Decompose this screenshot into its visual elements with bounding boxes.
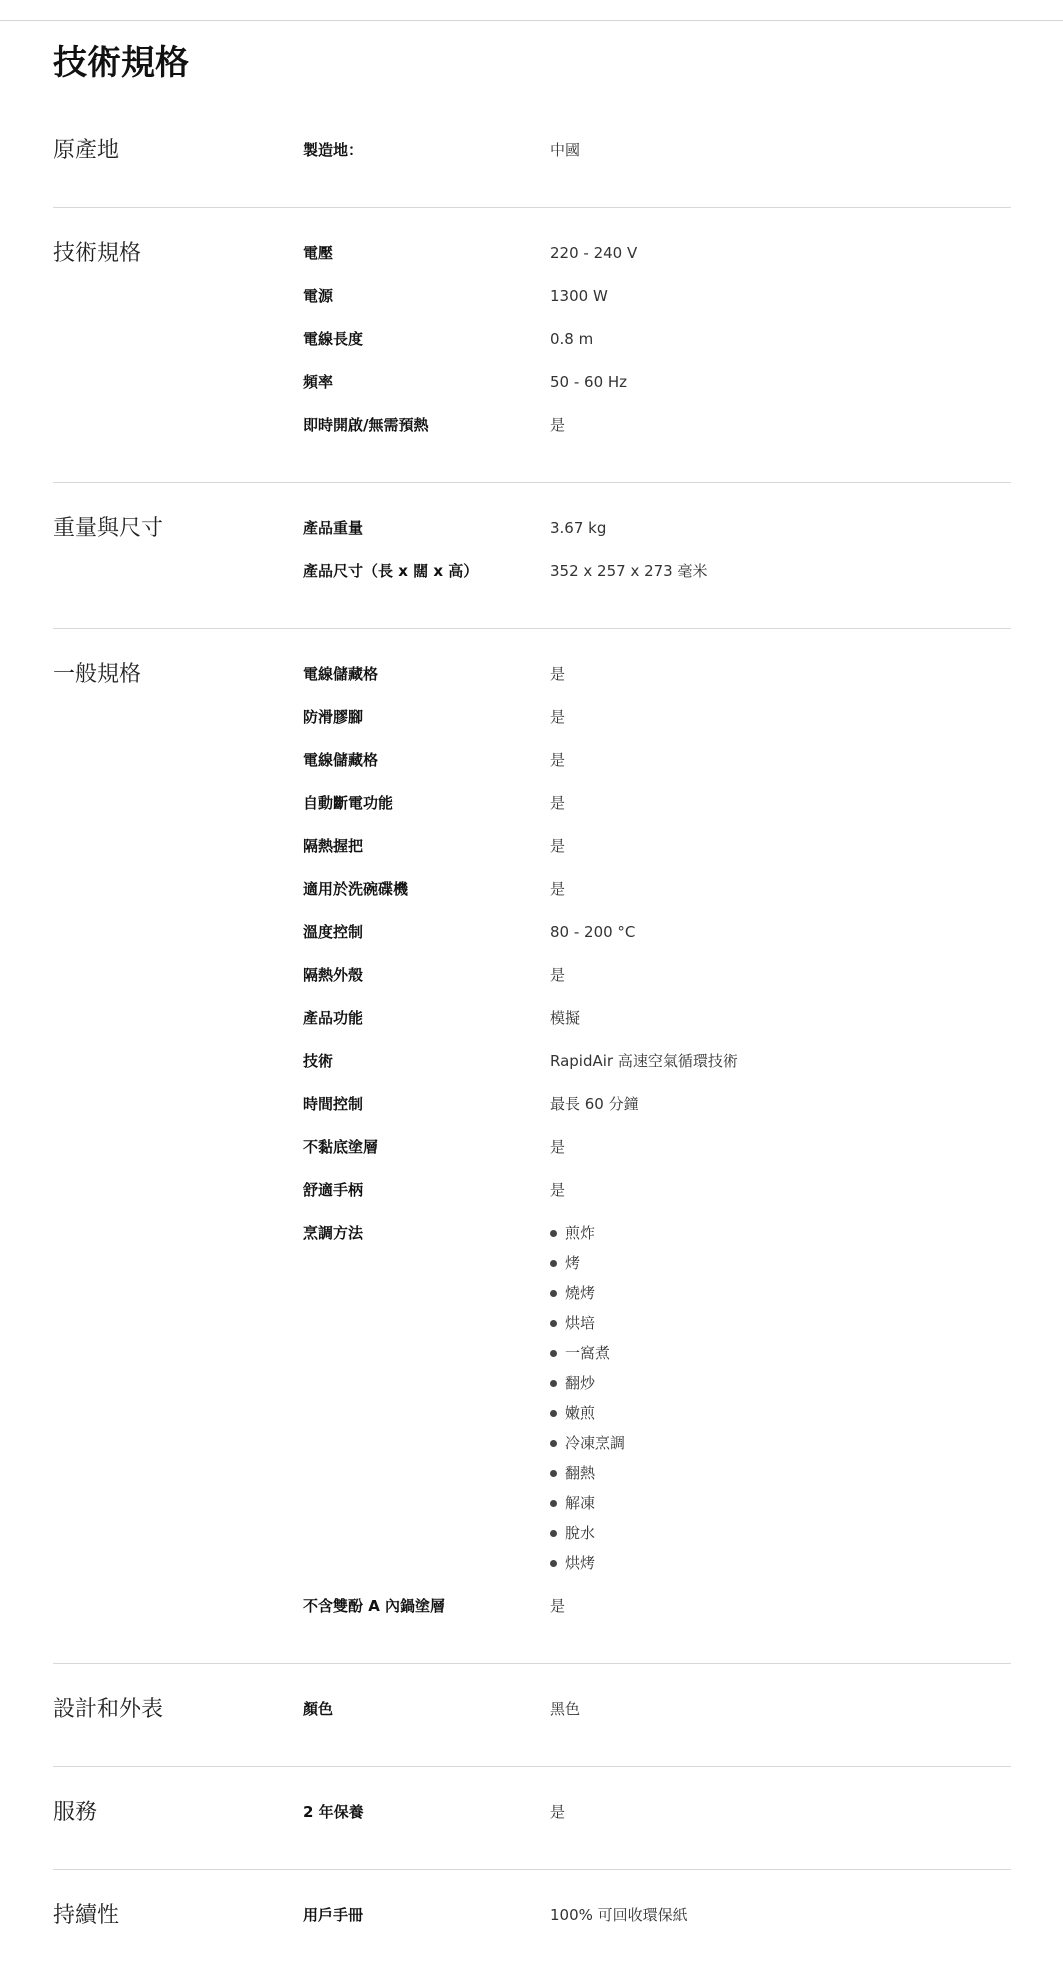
spec-key: 產品尺寸（長 x 闊 x 高） (303, 562, 479, 580)
list-item (550, 1398, 1011, 1428)
list-item-label: 翻炒 (565, 1374, 596, 1392)
spec-key: 自動斷電功能 (303, 794, 394, 812)
spec-value: 是 (550, 751, 566, 769)
bullet-icon (550, 1440, 557, 1447)
spec-section (53, 1767, 1011, 1870)
specs-container (0, 21, 1063, 1972)
section-label: 服務 (53, 1800, 98, 1825)
spec-row (303, 129, 1011, 172)
section-label: 持續性 (53, 1903, 120, 1928)
spec-value: 是 (550, 416, 566, 434)
spec-row (303, 1688, 1011, 1731)
list-item-label: 烘烤 (565, 1554, 596, 1572)
section-label: 設計和外表 (53, 1697, 164, 1722)
spec-row (303, 275, 1011, 318)
spec-key: 即時開啟/無需預熱 (303, 416, 429, 434)
spec-key: 用戶手冊 (303, 1906, 364, 1924)
top-divider (0, 0, 1063, 21)
spec-row (303, 739, 1011, 782)
spec-key: 時間控制 (303, 1095, 364, 1113)
spec-key: 顏色 (303, 1700, 334, 1718)
list-item-label: 燒烤 (565, 1284, 596, 1302)
bullet-icon (550, 1530, 557, 1537)
bullet-icon (550, 1230, 557, 1237)
list-item (550, 1368, 1011, 1398)
section-label: 重量與尺寸 (53, 516, 164, 541)
spec-value: 是 (550, 1597, 566, 1615)
spec-rows (303, 507, 1011, 593)
bullet-icon (550, 1380, 557, 1387)
list-item (550, 1428, 1011, 1458)
spec-key: 隔熱握把 (303, 837, 364, 855)
spec-key: 電線長度 (303, 330, 364, 348)
spec-row (303, 507, 1011, 550)
spec-key: 烹調方法 (303, 1224, 364, 1242)
spec-key: 電壓 (303, 244, 334, 262)
spec-row (303, 550, 1011, 593)
section-label: 一般規格 (53, 662, 142, 687)
spec-row (303, 1126, 1011, 1169)
spec-value: 最長 60 分鐘 (550, 1095, 639, 1113)
spec-sections (53, 105, 1011, 1972)
spec-value: 3.67 kg (550, 519, 607, 537)
spec-rows (303, 232, 1011, 447)
spec-value: 是 (550, 665, 566, 683)
list-item (550, 1518, 1011, 1548)
spec-value: 80 - 200 °C (550, 923, 636, 941)
spec-key: 電線儲藏格 (303, 751, 379, 769)
list-item (550, 1218, 1011, 1248)
spec-value: 是 (550, 1138, 566, 1156)
spec-key: 電源 (303, 287, 334, 305)
spec-row (303, 1585, 1011, 1628)
spec-key: 2 年保養 (303, 1803, 364, 1821)
spec-row (303, 318, 1011, 361)
spec-key: 溫度控制 (303, 923, 364, 941)
spec-value: 是 (550, 708, 566, 726)
spec-value: 是 (550, 837, 566, 855)
spec-row (303, 653, 1011, 696)
spec-value: 是 (550, 880, 566, 898)
spec-row (303, 782, 1011, 825)
spec-row (303, 232, 1011, 275)
list-item-label: 煎炸 (565, 1224, 596, 1242)
spec-row (303, 1169, 1011, 1212)
bullet-icon (550, 1470, 557, 1477)
spec-rows (303, 653, 1011, 1628)
spec-value: 100% 可回收環保紙 (550, 1906, 688, 1924)
spec-key: 製造地： (303, 141, 364, 159)
spec-rows (303, 129, 1011, 172)
list-item-label: 一窩煮 (565, 1344, 611, 1362)
spec-value: 1300 W (550, 287, 608, 305)
list-item-label: 嫩煎 (565, 1404, 596, 1422)
spec-row (303, 1894, 1011, 1937)
section-label: 技術規格 (53, 241, 142, 266)
list-item-label: 脫水 (565, 1524, 596, 1542)
list-item (550, 1548, 1011, 1578)
spec-value: 是 (550, 966, 566, 984)
spec-row (303, 696, 1011, 739)
spec-row (303, 868, 1011, 911)
spec-key: 不黏底塗層 (303, 1138, 379, 1156)
list-item-label: 烘培 (565, 1314, 596, 1332)
spec-row (303, 954, 1011, 997)
spec-row (303, 997, 1011, 1040)
spec-rows (303, 1791, 1011, 1834)
list-item (550, 1458, 1011, 1488)
spec-row (303, 1040, 1011, 1083)
list-item (550, 1308, 1011, 1338)
section-label: 原產地 (53, 138, 120, 163)
spec-key: 產品重量 (303, 519, 364, 537)
list-item-label: 烤 (565, 1254, 581, 1272)
cooking-methods-list (550, 1218, 1011, 1578)
spec-row (303, 1791, 1011, 1834)
spec-key: 不含雙酚 A 內鍋塗層 (303, 1597, 446, 1615)
page-title: 技術規格 (53, 43, 189, 83)
spec-section (53, 1664, 1011, 1767)
bullet-icon (550, 1290, 557, 1297)
bullet-icon (550, 1350, 557, 1357)
spec-row-cooking-methods (303, 1212, 1011, 1585)
spec-value: 0.8 m (550, 330, 594, 348)
spec-value: 50 - 60 Hz (550, 373, 628, 391)
list-item-label: 翻熱 (565, 1464, 596, 1482)
spec-value: 是 (550, 1181, 566, 1199)
spec-row (303, 911, 1011, 954)
list-item-label: 冷凍烹調 (565, 1434, 626, 1452)
spec-rows (303, 1688, 1011, 1731)
bullet-icon (550, 1500, 557, 1507)
spec-section (53, 208, 1011, 483)
spec-key: 防滑膠腳 (303, 708, 364, 726)
spec-value: 是 (550, 1803, 566, 1821)
spec-row (303, 825, 1011, 868)
list-item (550, 1488, 1011, 1518)
spec-row (303, 404, 1011, 447)
list-item-label: 解凍 (565, 1494, 596, 1512)
bullet-icon (550, 1560, 557, 1567)
list-item (550, 1278, 1011, 1308)
bullet-icon (550, 1260, 557, 1267)
spec-section (53, 1870, 1011, 1972)
spec-key: 產品功能 (303, 1009, 364, 1027)
spec-section (53, 105, 1011, 208)
spec-row (303, 361, 1011, 404)
spec-row (303, 1083, 1011, 1126)
spec-value: 352 x 257 x 273 毫米 (550, 562, 708, 580)
spec-key: 頻率 (303, 373, 334, 391)
spec-key: 技術 (303, 1052, 334, 1070)
spec-key: 電線儲藏格 (303, 665, 379, 683)
spec-value-list (550, 1212, 1011, 1585)
spec-value: RapidAir 高速空氣循環技術 (550, 1052, 738, 1070)
spec-value: 模擬 (550, 1009, 581, 1027)
list-item (550, 1338, 1011, 1368)
spec-key: 舒適手柄 (303, 1181, 364, 1199)
spec-section (53, 483, 1011, 629)
spec-value: 220 - 240 V (550, 244, 638, 262)
spec-key: 隔熱外殼 (303, 966, 364, 984)
spec-value: 中國 (550, 141, 581, 159)
bullet-icon (550, 1320, 557, 1327)
spec-rows (303, 1894, 1011, 1937)
bullet-icon (550, 1410, 557, 1417)
spec-key: 適用於洗碗碟機 (303, 880, 409, 898)
spec-value: 黑色 (550, 1700, 581, 1718)
spec-value: 是 (550, 794, 566, 812)
spec-section (53, 629, 1011, 1664)
list-item (550, 1248, 1011, 1278)
